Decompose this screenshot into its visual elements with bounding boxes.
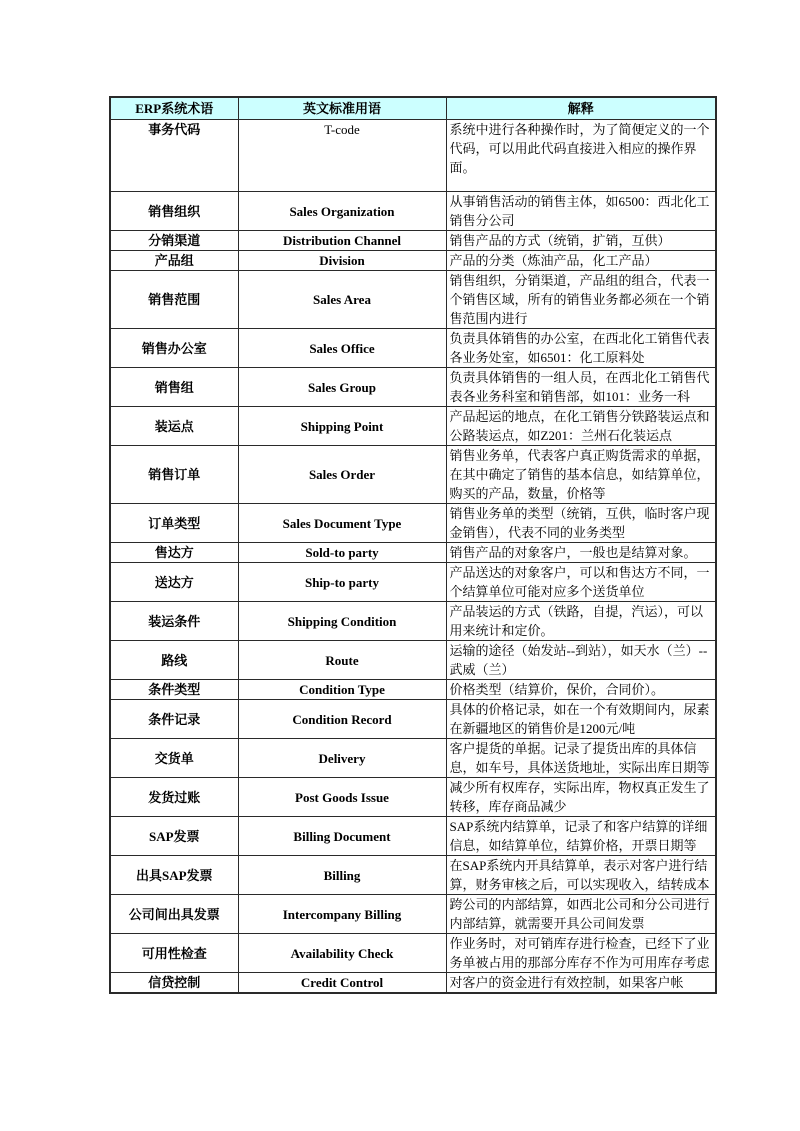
english-cell: Intercompany Billing xyxy=(238,895,446,934)
explanation-cell: 系统中进行各种操作时，为了简便定义的一个代码，可以用此代码直接进入相应的操作界面。 xyxy=(446,120,716,192)
english-cell: Sales Office xyxy=(238,329,446,368)
table-row xyxy=(110,934,716,973)
header-explanation: 解释 xyxy=(446,97,716,120)
explanation-cell: 在SAP系统内开具结算单，表示对客户进行结算，财务审核之后，可以实现收入，结转成本 xyxy=(446,856,716,895)
explanation-cell: 销售产品的方式（统销，扩销，互供） xyxy=(446,231,716,251)
english-cell: Sales Document Type xyxy=(238,504,446,543)
table-row xyxy=(110,973,716,994)
term-cell: 售达方 xyxy=(110,543,238,563)
term-cell: 装运条件 xyxy=(110,602,238,641)
term-cell: 装运点 xyxy=(110,407,238,446)
explanation-cell: 从事销售活动的销售主体，如6500：西北化工销售分公司 xyxy=(446,192,716,231)
term-cell: 信贷控制 xyxy=(110,973,238,994)
table-row xyxy=(110,895,716,934)
explanation-cell: 作业务时，对可销库存进行检查，已经下了业务单被占用的那部分库存不作为可用库存考虑 xyxy=(446,934,716,973)
english-cell: Condition Record xyxy=(238,700,446,739)
explanation-cell: 客户提货的单据。记录了提货出库的具体信息，如车号，具体送货地址，实际出库日期等 xyxy=(446,739,716,778)
english-cell: Distribution Channel xyxy=(238,231,446,251)
table-row xyxy=(110,271,716,329)
table-row xyxy=(110,602,716,641)
explanation-cell: 销售业务单的类型（统销，互供，临时客户现金销售），代表不同的业务类型 xyxy=(446,504,716,543)
term-cell: 交货单 xyxy=(110,739,238,778)
english-cell: Sales Group xyxy=(238,368,446,407)
term-cell: 可用性检查 xyxy=(110,934,238,973)
explanation-cell: 价格类型（结算价，保价，合同价）。 xyxy=(446,680,716,700)
term-cell: 路线 xyxy=(110,641,238,680)
table-row xyxy=(110,856,716,895)
english-cell: Sales Order xyxy=(238,446,446,504)
erp-terms-table xyxy=(109,96,717,994)
english-cell: Billing xyxy=(238,856,446,895)
term-cell: 条件类型 xyxy=(110,680,238,700)
explanation-cell: 产品装运的方式（铁路，自提，汽运），可以用来统计和定价。 xyxy=(446,602,716,641)
term-cell: SAP发票 xyxy=(110,817,238,856)
term-cell: 销售办公室 xyxy=(110,329,238,368)
explanation-cell: 跨公司的内部结算，如西北公司和分公司进行内部结算，就需要开具公司间发票 xyxy=(446,895,716,934)
explanation-cell: 销售业务单，代表客户真正购货需求的单据，在其中确定了销售的基本信息，如结算单位，购买的产品，数量，价格等 xyxy=(446,446,716,504)
english-cell: Billing Document xyxy=(238,817,446,856)
table-row xyxy=(110,700,716,739)
english-cell: Condition Type xyxy=(238,680,446,700)
table-row xyxy=(110,680,716,700)
table-row xyxy=(110,231,716,251)
term-cell: 销售订单 xyxy=(110,446,238,504)
table-row xyxy=(110,407,716,446)
english-cell: T-code xyxy=(238,120,446,192)
table-row xyxy=(110,563,716,602)
term-cell: 订单类型 xyxy=(110,504,238,543)
table-row xyxy=(110,739,716,778)
table-row xyxy=(110,329,716,368)
term-cell: 分销渠道 xyxy=(110,231,238,251)
explanation-cell: 运输的途径（始发站--到站），如天水（兰）--武威（兰） xyxy=(446,641,716,680)
term-cell: 发货过账 xyxy=(110,778,238,817)
explanation-cell: 产品送达的对象客户，可以和售达方不同，一个结算单位可能对应多个送货单位 xyxy=(446,563,716,602)
explanation-cell: 负责具体销售的一组人员，在西北化工销售代表各业务科室和销售部，如101：业务一科 xyxy=(446,368,716,407)
term-cell: 销售组 xyxy=(110,368,238,407)
explanation-cell: 销售产品的对象客户，一般也是结算对象。 xyxy=(446,543,716,563)
english-cell: Availability Check xyxy=(238,934,446,973)
table-row xyxy=(110,120,716,192)
english-cell: Ship-to party xyxy=(238,563,446,602)
explanation-cell: 产品起运的地点，在化工销售分铁路装运点和公路装运点，如Z201：兰州石化装运点 xyxy=(446,407,716,446)
term-cell: 销售组织 xyxy=(110,192,238,231)
table-row xyxy=(110,368,716,407)
table-row xyxy=(110,192,716,231)
header-term: ERP系统术语 xyxy=(110,97,238,120)
explanation-cell: SAP系统内结算单，记录了和客户结算的详细信息，如结算单位，结算价格，开票日期等 xyxy=(446,817,716,856)
header-english: 英文标准用语 xyxy=(238,97,446,120)
table-row xyxy=(110,817,716,856)
explanation-cell: 减少所有权库存，实际出库，物权真正发生了转移，库存商品减少 xyxy=(446,778,716,817)
term-cell: 销售范围 xyxy=(110,271,238,329)
explanation-cell: 负责具体销售的办公室，在西北化工销售代表各业务处室，如6501：化工原料处 xyxy=(446,329,716,368)
term-cell: 公司间出具发票 xyxy=(110,895,238,934)
english-cell: Shipping Condition xyxy=(238,602,446,641)
english-cell: Shipping Point xyxy=(238,407,446,446)
english-cell: Delivery xyxy=(238,739,446,778)
table-row xyxy=(110,543,716,563)
english-cell: Sales Organization xyxy=(238,192,446,231)
english-cell: Sold-to party xyxy=(238,543,446,563)
english-cell: Sales Area xyxy=(238,271,446,329)
table-header-row xyxy=(110,97,716,120)
english-cell: Route xyxy=(238,641,446,680)
table-row xyxy=(110,641,716,680)
english-cell: Credit Control xyxy=(238,973,446,994)
table-row xyxy=(110,778,716,817)
explanation-cell: 对客户的资金进行有效控制，如果客户帐 xyxy=(446,973,716,994)
explanation-cell: 具体的价格记录，如在一个有效期间内，尿素在新疆地区的销售价是1200元/吨 xyxy=(446,700,716,739)
english-cell: Division xyxy=(238,251,446,271)
term-cell: 送达方 xyxy=(110,563,238,602)
table-row xyxy=(110,251,716,271)
explanation-cell: 产品的分类（炼油产品，化工产品） xyxy=(446,251,716,271)
term-cell: 事务代码 xyxy=(110,120,238,192)
explanation-cell: 销售组织，分销渠道，产品组的组合，代表一个销售区域，所有的销售业务都必须在一个销售范围内进行 xyxy=(446,271,716,329)
term-cell: 出具SAP发票 xyxy=(110,856,238,895)
term-cell: 条件记录 xyxy=(110,700,238,739)
english-cell: Post Goods Issue xyxy=(238,778,446,817)
table-row xyxy=(110,446,716,504)
table-body xyxy=(110,120,716,994)
term-cell: 产品组 xyxy=(110,251,238,271)
table-row xyxy=(110,504,716,543)
